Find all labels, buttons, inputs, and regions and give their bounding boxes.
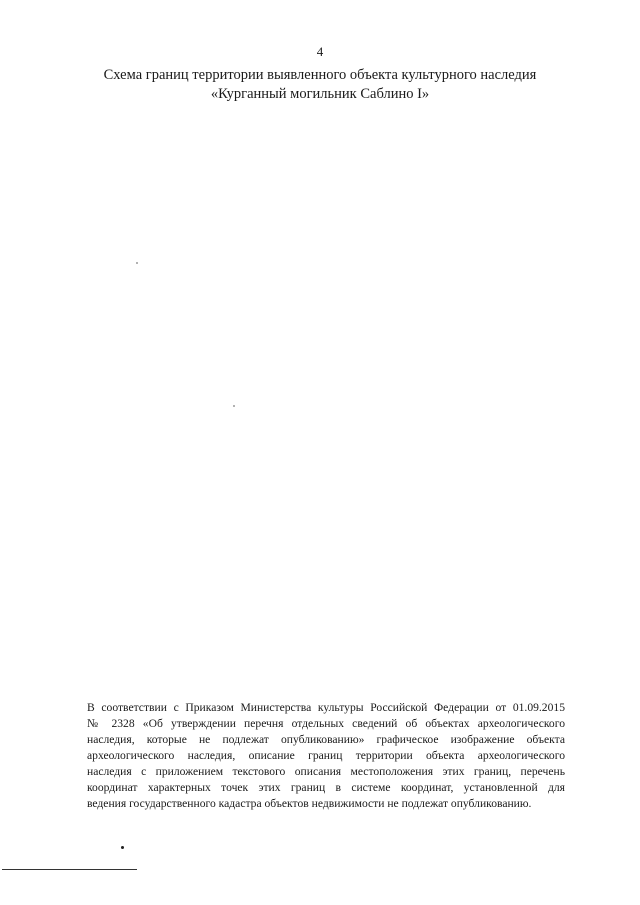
notice-line: координат характерных точек этих границ в системе координат, установленной для: [87, 781, 565, 794]
notice-line: наследия с приложением текстового описания местоположения этих границ, перечень: [87, 765, 565, 778]
page-number: 4: [316, 44, 324, 59]
scan-speck: [136, 262, 138, 264]
notice-line: В соответствии с Приказом Министерства культуры Российской Федерации от 01.09.2015: [87, 701, 565, 714]
title-line-2: «Курганный могильник Саблино I»: [210, 86, 430, 102]
publication-restriction-notice: [87, 700, 565, 812]
dot-mark: [121, 846, 124, 849]
document-title: [60, 66, 580, 104]
notice-line: наследия, которые не подлежат опубликованию» графическое изображение объекта: [87, 733, 565, 746]
notice-line: археологического наследия, описание границ территории объекта археологического: [87, 749, 565, 762]
footnote-rule: [2, 869, 137, 870]
notice-line: ведения государственного кадастра объектов недвижимости не подлежат опубликованию.: [87, 797, 532, 810]
scan-speck: [233, 405, 235, 407]
title-line-1: Схема границ территории выявленного объекта культурного наследия: [103, 67, 537, 83]
notice-line: № 2328 «Об утверждении перечня отдельных сведений об объектах археологического: [87, 717, 565, 730]
